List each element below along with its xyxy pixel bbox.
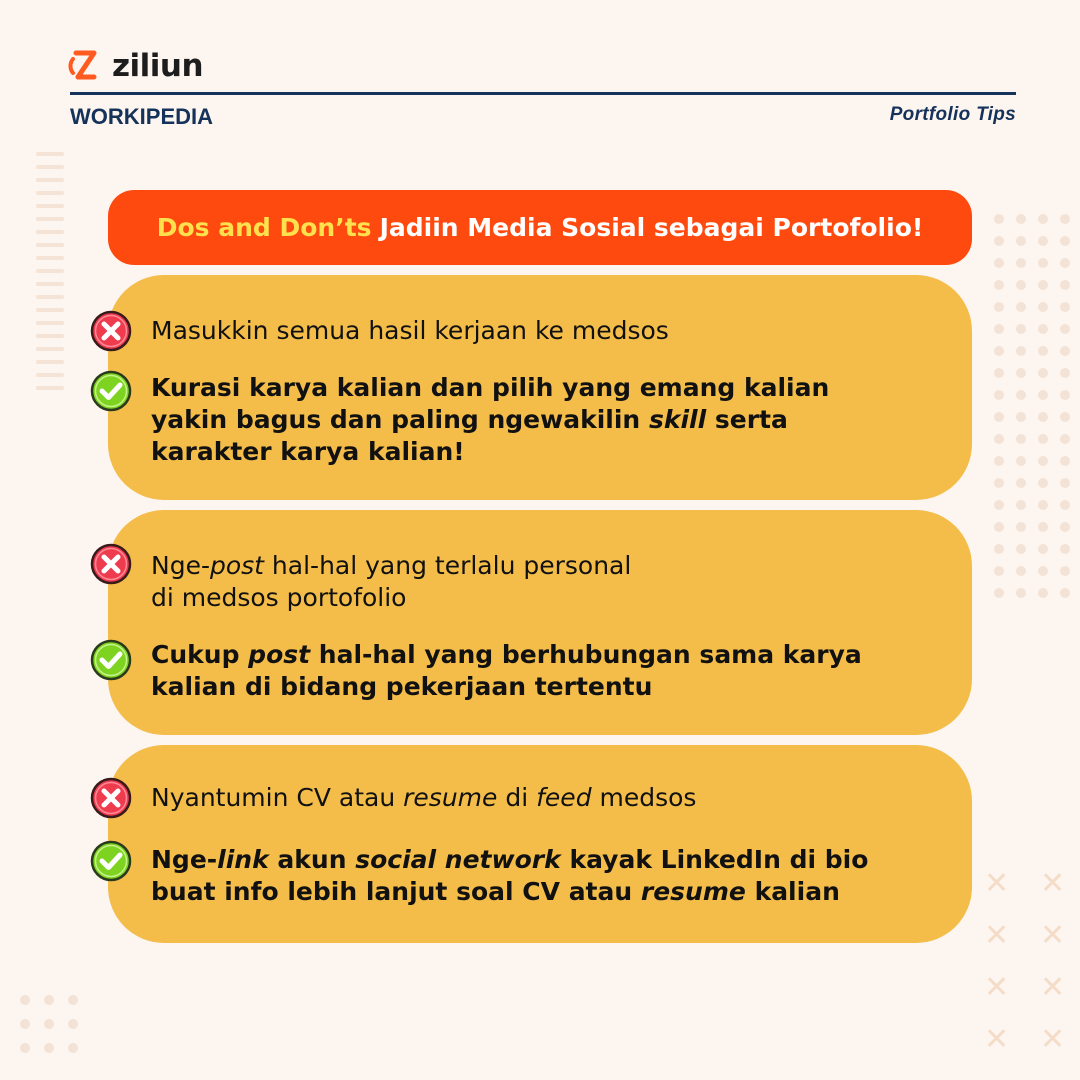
- cross-circle-icon: [90, 777, 132, 819]
- ziliun-logo-icon: [66, 48, 102, 84]
- decorative-dots-right: [994, 214, 1070, 598]
- brand-subtitle: WORKIPEDIA: [70, 104, 213, 129]
- brand-logo: [66, 48, 203, 84]
- check-circle-icon: [90, 840, 132, 882]
- banner-highlight: Dos and Don’ts: [156, 213, 372, 242]
- tip-card-1: [108, 275, 972, 500]
- do-text: Kurasi karya kalian dan pilih yang emang kalian yakin bagus dan paling ngewakilin skill serta karakter karya kalian!: [151, 373, 830, 466]
- do-text: Cukup post hal-hal yang berhubungan sama karya kalian di bidang pekerjaan tertentu: [151, 640, 862, 701]
- tip-card-3: [108, 745, 972, 943]
- title-banner: [108, 190, 972, 265]
- category-tag: Portfolio Tips: [889, 104, 1016, 125]
- decorative-stripes: [36, 152, 64, 399]
- check-circle-icon: [90, 370, 132, 412]
- tip-card-2: [108, 510, 972, 735]
- banner-title: Jadiin Media Sosial sebagai Portofolio!: [379, 213, 924, 242]
- check-circle-icon: [90, 639, 132, 681]
- logo-text: ziliun: [112, 48, 204, 84]
- cross-circle-icon: [90, 310, 132, 352]
- dont-text: Masukkin semua hasil kerjaan ke medsos: [151, 316, 669, 345]
- header-divider: [70, 92, 1016, 95]
- cross-circle-icon: [90, 543, 132, 585]
- do-text: Nge-link akun social network kayak LinkedIn di bio buat info lebih lanjut soal CV atau resume kalian: [151, 845, 869, 906]
- dont-text: Nyantumin CV atau resume di feed medsos: [151, 783, 697, 812]
- decorative-crosses: ✕ ✕ ✕ ✕ ✕ ✕ ✕ ✕: [984, 866, 1066, 1057]
- decorative-dots-left: [20, 995, 78, 1053]
- dont-text: Nge-post hal-hal yang terlalu personal di medsos portofolio: [151, 551, 632, 612]
